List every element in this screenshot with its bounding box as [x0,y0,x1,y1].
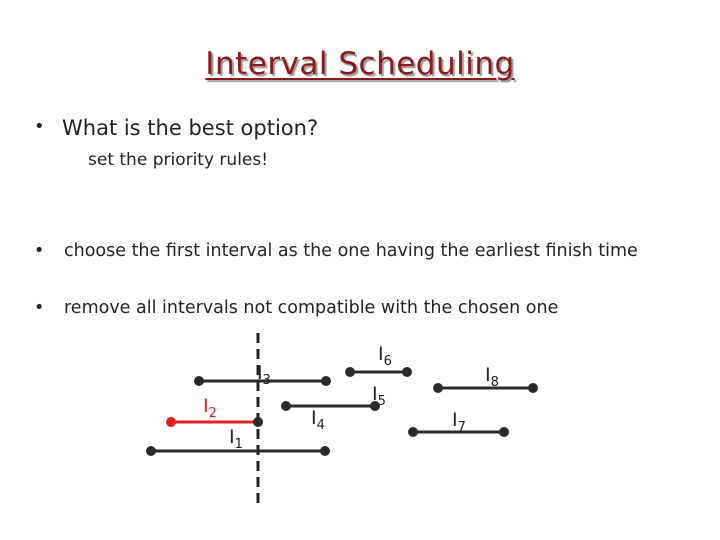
label-i4: $I_4$ [311,407,325,433]
bullet-dot: • [34,241,45,261]
bullet-rule-1-text: choose the first interval as the one having the earliest finish time [64,241,638,261]
bullet-question-text: What is the best option? [62,116,319,140]
bullet-dot: • [34,298,45,318]
label-i6: $I_6$ [378,343,392,369]
bullet-dot: • [34,116,45,137]
slide-title: Interval Scheduling [205,46,515,82]
label-i2: $I_2$ [203,395,217,421]
bullet-rule-2-text: remove all intervals not compatible with the chosen one [64,298,559,318]
label-i5: $I_5$ [372,383,386,409]
interval-i6 [345,367,412,377]
sub-text: set the priority rules! [88,150,269,170]
interval-i5 [281,401,380,411]
label-i1: $I_1$ [229,426,243,452]
label-i7: $I_7$ [452,409,466,435]
label-i8: $I_8$ [485,364,499,390]
label-i3: $I_3$ [257,362,271,388]
